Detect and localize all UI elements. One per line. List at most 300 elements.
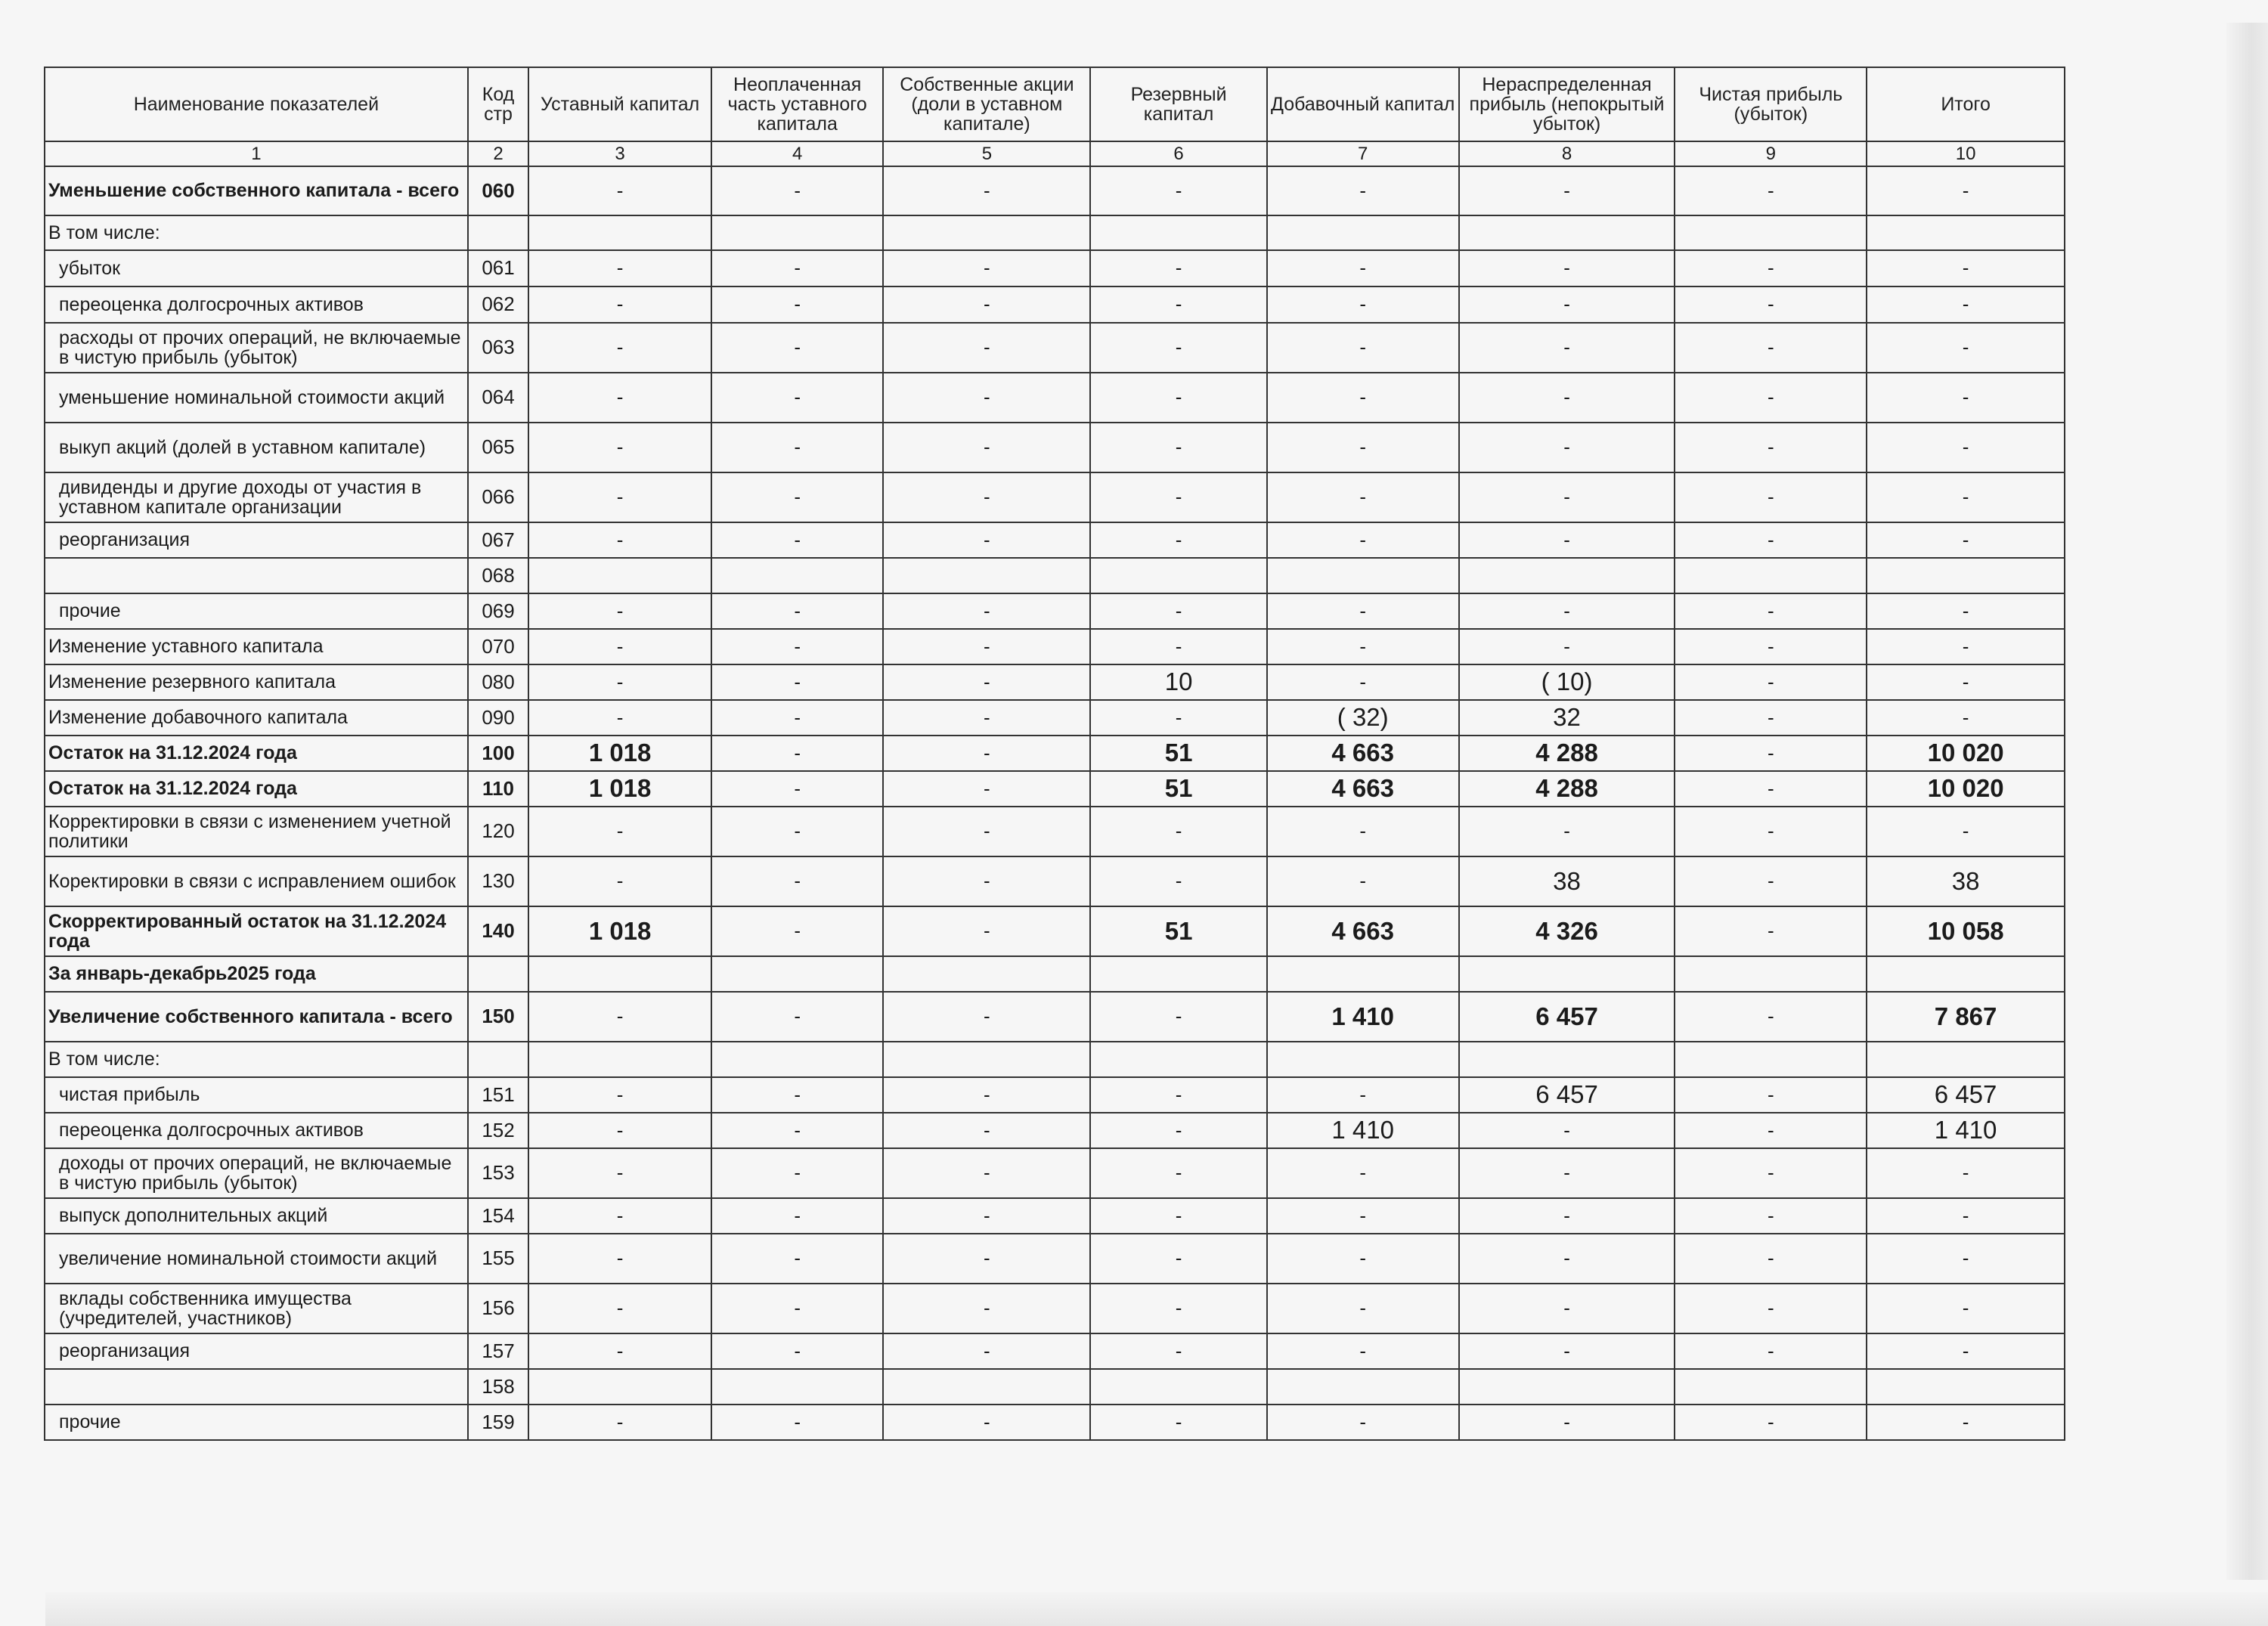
value-cell: - <box>1090 1148 1267 1198</box>
value-cell: 1 018 <box>528 771 711 807</box>
value-cell <box>528 1042 711 1077</box>
value-cell: - <box>1267 522 1459 558</box>
value-cell: - <box>1090 1284 1267 1333</box>
row-label: расходы от прочих операций, не включаемые в чистую прибыль (убыток) <box>45 323 468 373</box>
row-code: 157 <box>468 1333 529 1369</box>
value-cell: - <box>711 906 884 956</box>
value-cell <box>1459 1369 1675 1405</box>
value-cell: - <box>1459 166 1675 215</box>
value-cell: - <box>1675 1113 1867 1148</box>
value-cell: - <box>1090 1077 1267 1113</box>
value-cell: - <box>1867 593 2065 629</box>
row-label: За январь-декабрь2025 года <box>45 956 468 992</box>
column-number: 9 <box>1675 141 1867 166</box>
value-cell: - <box>1675 856 1867 906</box>
value-cell: - <box>1267 1284 1459 1333</box>
value-cell <box>883 1042 1090 1077</box>
table-row <box>45 956 2065 992</box>
header-cell: Неоплаченная часть уставного капитала <box>711 67 884 141</box>
row-code: 064 <box>468 373 529 423</box>
value-cell: - <box>1867 1284 2065 1333</box>
value-cell: - <box>1867 522 2065 558</box>
value-cell: - <box>883 166 1090 215</box>
value-cell: - <box>1675 423 1867 472</box>
value-cell: - <box>1675 1234 1867 1284</box>
value-cell: - <box>528 593 711 629</box>
value-cell: - <box>528 700 711 736</box>
value-cell: - <box>1867 286 2065 323</box>
header-cell: Уставный капитал <box>528 67 711 141</box>
value-cell <box>883 956 1090 992</box>
value-cell: - <box>1867 1333 2065 1369</box>
row-code: 120 <box>468 807 529 856</box>
value-cell: - <box>528 1405 711 1440</box>
value-cell: - <box>1675 906 1867 956</box>
value-cell: 1 410 <box>1267 992 1459 1042</box>
value-cell <box>528 956 711 992</box>
value-cell: 38 <box>1867 856 2065 906</box>
value-cell: - <box>1867 664 2065 700</box>
value-cell: - <box>1267 373 1459 423</box>
value-cell: - <box>1675 664 1867 700</box>
value-cell: - <box>1459 250 1675 286</box>
value-cell: - <box>1675 286 1867 323</box>
value-cell: - <box>1867 1405 2065 1440</box>
header-cell: Резервный капитал <box>1090 67 1267 141</box>
value-cell: 1 410 <box>1267 1113 1459 1148</box>
value-cell: - <box>528 522 711 558</box>
value-cell: - <box>1867 700 2065 736</box>
value-cell: - <box>528 373 711 423</box>
row-label: дивиденды и другие доходы от участия в уставном капитале организации <box>45 472 468 522</box>
row-label: В том числе: <box>45 1042 468 1077</box>
value-cell: - <box>711 522 884 558</box>
value-cell: - <box>528 286 711 323</box>
value-cell: - <box>883 856 1090 906</box>
value-cell: - <box>1267 856 1459 906</box>
value-cell: - <box>711 1148 884 1198</box>
value-cell <box>1867 1369 2065 1405</box>
value-cell <box>1675 1369 1867 1405</box>
value-cell: - <box>528 250 711 286</box>
value-cell: 4 326 <box>1459 906 1675 956</box>
value-cell <box>711 956 884 992</box>
value-cell: - <box>883 664 1090 700</box>
value-cell: - <box>883 736 1090 771</box>
row-code: 153 <box>468 1148 529 1198</box>
value-cell: - <box>1867 323 2065 373</box>
value-cell: - <box>1267 807 1459 856</box>
value-cell: - <box>1459 323 1675 373</box>
value-cell: - <box>1267 472 1459 522</box>
value-cell: - <box>883 1113 1090 1148</box>
value-cell: - <box>528 1198 711 1234</box>
value-cell <box>1090 558 1267 593</box>
value-cell: - <box>1090 807 1267 856</box>
value-cell: - <box>883 807 1090 856</box>
value-cell: - <box>1090 250 1267 286</box>
row-label: уменьшение номинальной стоимости акций <box>45 373 468 423</box>
row-label: переоценка долгосрочных активов <box>45 286 468 323</box>
row-code: 067 <box>468 522 529 558</box>
page-bottom-shadow <box>45 1592 2268 1626</box>
value-cell: - <box>528 629 711 664</box>
value-cell: - <box>883 992 1090 1042</box>
row-label: Уменьшение собственного капитала - всего <box>45 166 468 215</box>
value-cell: - <box>711 1077 884 1113</box>
value-cell: - <box>1459 373 1675 423</box>
value-cell: - <box>1267 286 1459 323</box>
value-cell <box>883 1369 1090 1405</box>
row-code: 062 <box>468 286 529 323</box>
value-cell: - <box>883 423 1090 472</box>
value-cell: - <box>528 1284 711 1333</box>
value-cell: 4 663 <box>1267 771 1459 807</box>
capital-changes-table <box>44 67 2065 1441</box>
row-label: Изменение добавочного капитала <box>45 700 468 736</box>
row-label: прочие <box>45 593 468 629</box>
value-cell <box>528 558 711 593</box>
value-cell: - <box>1090 1198 1267 1234</box>
column-number: 10 <box>1867 141 2065 166</box>
value-cell: - <box>883 1198 1090 1234</box>
table-row <box>45 558 2065 593</box>
value-cell: - <box>1675 323 1867 373</box>
column-number: 4 <box>711 141 884 166</box>
value-cell: - <box>711 736 884 771</box>
row-label: Остаток на 31.12.2024 года <box>45 736 468 771</box>
value-cell <box>1267 558 1459 593</box>
row-label: выкуп акций (долей в уставном капитале) <box>45 423 468 472</box>
value-cell: - <box>711 323 884 373</box>
value-cell: - <box>711 593 884 629</box>
value-cell: - <box>1675 992 1867 1042</box>
value-cell: - <box>711 1198 884 1234</box>
table-row <box>45 906 2065 956</box>
value-cell <box>711 558 884 593</box>
value-cell <box>1867 215 2065 250</box>
value-cell: - <box>1090 286 1267 323</box>
value-cell: - <box>883 629 1090 664</box>
value-cell: - <box>1267 1333 1459 1369</box>
value-cell: 4 288 <box>1459 771 1675 807</box>
value-cell: - <box>1675 1198 1867 1234</box>
value-cell: - <box>1090 700 1267 736</box>
value-cell: 1 018 <box>528 736 711 771</box>
value-cell: - <box>883 1405 1090 1440</box>
table-row <box>45 215 2065 250</box>
value-cell: - <box>1675 166 1867 215</box>
value-cell: - <box>528 1148 711 1198</box>
value-cell <box>883 558 1090 593</box>
value-cell <box>1267 956 1459 992</box>
row-label: прочие <box>45 1405 468 1440</box>
value-cell <box>711 1042 884 1077</box>
row-label <box>45 558 468 593</box>
value-cell: - <box>711 856 884 906</box>
value-cell: - <box>1267 423 1459 472</box>
row-code: 156 <box>468 1284 529 1333</box>
value-cell: - <box>1459 593 1675 629</box>
value-cell: - <box>528 1234 711 1284</box>
table-row <box>45 664 2065 700</box>
value-cell: 10 020 <box>1867 736 2065 771</box>
value-cell: - <box>528 166 711 215</box>
value-cell: - <box>1459 1405 1675 1440</box>
value-cell: - <box>1090 1405 1267 1440</box>
row-label: увеличение номинальной стоимости акций <box>45 1234 468 1284</box>
value-cell: - <box>1867 250 2065 286</box>
value-cell <box>1867 1042 2065 1077</box>
row-code: 155 <box>468 1234 529 1284</box>
value-cell <box>1267 1042 1459 1077</box>
value-cell <box>1267 215 1459 250</box>
row-code: 068 <box>468 558 529 593</box>
row-code <box>468 956 529 992</box>
value-cell: - <box>1867 166 2065 215</box>
value-cell: - <box>1267 1234 1459 1284</box>
column-number-row <box>45 141 2065 166</box>
value-cell: - <box>1090 323 1267 373</box>
row-code: 159 <box>468 1405 529 1440</box>
value-cell: - <box>1267 1405 1459 1440</box>
value-cell: 1 018 <box>528 906 711 956</box>
value-cell: - <box>1459 522 1675 558</box>
table-row <box>45 771 2065 807</box>
value-cell: - <box>1459 1284 1675 1333</box>
value-cell: - <box>1267 1148 1459 1198</box>
row-label: доходы от прочих операций, не включаемые в чистую прибыль (убыток) <box>45 1148 468 1198</box>
value-cell <box>1867 956 2065 992</box>
value-cell <box>1459 558 1675 593</box>
value-cell: - <box>528 664 711 700</box>
value-cell: - <box>1090 373 1267 423</box>
value-cell: - <box>1867 807 2065 856</box>
row-code: 100 <box>468 736 529 771</box>
table-row <box>45 423 2065 472</box>
table-row <box>45 373 2065 423</box>
value-cell: 10 058 <box>1867 906 2065 956</box>
value-cell: - <box>883 373 1090 423</box>
value-cell: - <box>1675 522 1867 558</box>
value-cell: - <box>1675 771 1867 807</box>
value-cell: - <box>528 1113 711 1148</box>
row-label <box>45 1369 468 1405</box>
column-number: 7 <box>1267 141 1459 166</box>
page-edge-shadow <box>2226 23 2268 1580</box>
value-cell <box>1675 215 1867 250</box>
table-row <box>45 250 2065 286</box>
value-cell: - <box>1675 250 1867 286</box>
value-cell: - <box>711 664 884 700</box>
header-cell: Собственные акции (доли в уставном капитале) <box>883 67 1090 141</box>
value-cell: - <box>1090 593 1267 629</box>
column-number: 1 <box>45 141 468 166</box>
value-cell <box>1867 558 2065 593</box>
table-row <box>45 166 2065 215</box>
table-row <box>45 1148 2065 1198</box>
value-cell: - <box>528 1077 711 1113</box>
row-code: 060 <box>468 166 529 215</box>
value-cell: - <box>1090 166 1267 215</box>
value-cell: - <box>711 286 884 323</box>
value-cell: - <box>883 323 1090 373</box>
table-row <box>45 807 2065 856</box>
value-cell: 32 <box>1459 700 1675 736</box>
value-cell: - <box>1459 1234 1675 1284</box>
value-cell: - <box>1675 373 1867 423</box>
value-cell: - <box>1867 423 2065 472</box>
column-number: 2 <box>468 141 529 166</box>
row-code: 140 <box>468 906 529 956</box>
header-row <box>45 67 2065 141</box>
value-cell: - <box>711 373 884 423</box>
row-label: реорганизация <box>45 1333 468 1369</box>
value-cell: 51 <box>1090 906 1267 956</box>
header-cell: Код стр <box>468 67 529 141</box>
row-code: 069 <box>468 593 529 629</box>
value-cell: - <box>883 522 1090 558</box>
value-cell: - <box>1267 593 1459 629</box>
value-cell: - <box>528 856 711 906</box>
value-cell: - <box>711 1405 884 1440</box>
value-cell: - <box>883 1333 1090 1369</box>
value-cell: - <box>883 250 1090 286</box>
value-cell: 6 457 <box>1867 1077 2065 1113</box>
value-cell <box>1459 215 1675 250</box>
table-row <box>45 736 2065 771</box>
row-label: выпуск дополнительных акций <box>45 1198 468 1234</box>
table-row <box>45 992 2065 1042</box>
row-code: 090 <box>468 700 529 736</box>
value-cell: - <box>1675 807 1867 856</box>
value-cell: 4 663 <box>1267 736 1459 771</box>
value-cell: - <box>711 700 884 736</box>
value-cell: 6 457 <box>1459 1077 1675 1113</box>
value-cell: - <box>1267 323 1459 373</box>
value-cell: - <box>883 286 1090 323</box>
value-cell <box>1459 1042 1675 1077</box>
value-cell: - <box>1090 629 1267 664</box>
value-cell: - <box>1267 629 1459 664</box>
value-cell: - <box>1090 992 1267 1042</box>
row-label: Изменение резервного капитала <box>45 664 468 700</box>
value-cell: 10 020 <box>1867 771 2065 807</box>
value-cell: - <box>1459 472 1675 522</box>
value-cell <box>528 215 711 250</box>
value-cell: - <box>1459 1198 1675 1234</box>
value-cell <box>1675 1042 1867 1077</box>
value-cell: - <box>1459 423 1675 472</box>
table-row <box>45 1113 2065 1148</box>
value-cell: - <box>711 771 884 807</box>
value-cell <box>1675 558 1867 593</box>
value-cell: - <box>711 1284 884 1333</box>
value-cell: - <box>1675 472 1867 522</box>
value-cell: - <box>1675 593 1867 629</box>
row-code: 063 <box>468 323 529 373</box>
value-cell: - <box>1267 166 1459 215</box>
value-cell: - <box>528 1333 711 1369</box>
column-number: 5 <box>883 141 1090 166</box>
value-cell: - <box>711 250 884 286</box>
value-cell: - <box>1675 629 1867 664</box>
value-cell: - <box>883 1284 1090 1333</box>
value-cell: - <box>711 1113 884 1148</box>
row-code: 110 <box>468 771 529 807</box>
value-cell <box>1267 1369 1459 1405</box>
table-row <box>45 323 2065 373</box>
value-cell: - <box>1090 1113 1267 1148</box>
row-code: 154 <box>468 1198 529 1234</box>
value-cell: - <box>883 1234 1090 1284</box>
value-cell: 4 288 <box>1459 736 1675 771</box>
value-cell: - <box>711 472 884 522</box>
table-row <box>45 1198 2065 1234</box>
row-code: 150 <box>468 992 529 1042</box>
column-number: 6 <box>1090 141 1267 166</box>
header-cell: Наименование показателей <box>45 67 468 141</box>
value-cell: - <box>1090 856 1267 906</box>
table-row <box>45 1284 2065 1333</box>
row-label: Остаток на 31.12.2024 года <box>45 771 468 807</box>
value-cell: - <box>1675 1077 1867 1113</box>
row-code: 130 <box>468 856 529 906</box>
value-cell: - <box>1867 472 2065 522</box>
value-cell: - <box>1459 286 1675 323</box>
row-label: Корректировки в связи с изменением учетной политики <box>45 807 468 856</box>
value-cell: - <box>1675 1405 1867 1440</box>
row-code: 080 <box>468 664 529 700</box>
row-label: Изменение уставного капитала <box>45 629 468 664</box>
value-cell: - <box>1867 629 2065 664</box>
value-cell: - <box>883 472 1090 522</box>
value-cell: - <box>711 166 884 215</box>
table-row <box>45 286 2065 323</box>
value-cell: - <box>1675 736 1867 771</box>
value-cell: - <box>1867 1234 2065 1284</box>
value-cell: - <box>528 323 711 373</box>
value-cell: 7 867 <box>1867 992 2065 1042</box>
value-cell: - <box>1267 1077 1459 1113</box>
column-number: 3 <box>528 141 711 166</box>
value-cell: 51 <box>1090 771 1267 807</box>
value-cell: - <box>883 700 1090 736</box>
row-label: Увеличение собственного капитала - всего <box>45 992 468 1042</box>
value-cell: - <box>1267 250 1459 286</box>
value-cell: - <box>1459 1333 1675 1369</box>
row-code: 066 <box>468 472 529 522</box>
row-label: реорганизация <box>45 522 468 558</box>
value-cell: - <box>883 1148 1090 1198</box>
row-code: 065 <box>468 423 529 472</box>
value-cell <box>528 1369 711 1405</box>
value-cell <box>1090 1042 1267 1077</box>
row-label: убыток <box>45 250 468 286</box>
value-cell: - <box>1090 1333 1267 1369</box>
value-cell <box>1675 956 1867 992</box>
row-code: 151 <box>468 1077 529 1113</box>
value-cell: - <box>1675 1148 1867 1198</box>
value-cell: 10 <box>1090 664 1267 700</box>
table-row <box>45 700 2065 736</box>
value-cell <box>1090 956 1267 992</box>
value-cell <box>1090 1369 1267 1405</box>
table-body <box>45 166 2065 1440</box>
value-cell: - <box>711 1333 884 1369</box>
value-cell: 4 663 <box>1267 906 1459 956</box>
header-cell: Нераспределенная прибыль (непокрытый убыток) <box>1459 67 1675 141</box>
